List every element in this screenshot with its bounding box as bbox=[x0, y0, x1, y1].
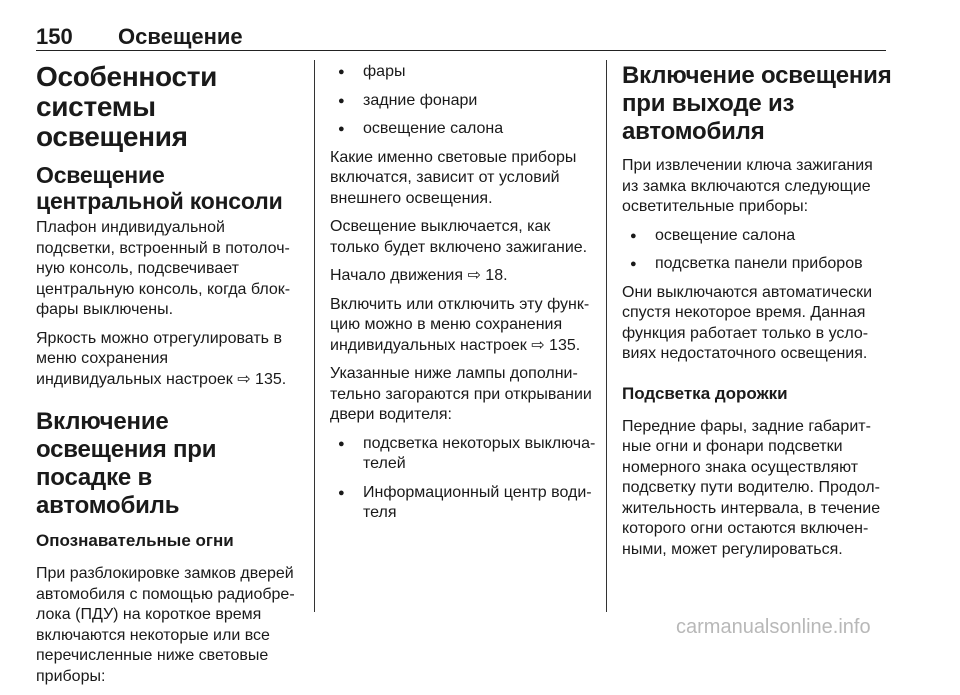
section-title: Освещение bbox=[118, 24, 243, 49]
column-divider-2 bbox=[606, 60, 607, 612]
list-item: ● Информационный центр води-теля bbox=[330, 483, 596, 524]
paragraph-switch-off: Освещение выключается, как только будет включено зажигание. bbox=[330, 218, 588, 256]
list-item: ● освещение салона bbox=[622, 226, 892, 247]
column-3 bbox=[622, 62, 892, 568]
column-1 bbox=[36, 62, 298, 695]
bullet-list-lights bbox=[330, 62, 596, 140]
heading-entry-lighting: Включение освещения при посадке в автомобиль bbox=[36, 408, 217, 519]
list-item: ● фары bbox=[330, 62, 596, 83]
heading-exit-lighting: Включение освещения при выходе из автомобиля bbox=[622, 62, 892, 145]
paragraph-console-1: Плафон индивидуальной подсветки, встроенный в потолоч-ную консоль, подсвечивает центральную консоль, когда блок-фары выключены. bbox=[36, 219, 291, 318]
paragraph-starting-off: Начало движения ⇨ 18. bbox=[330, 267, 508, 284]
column-2 bbox=[330, 62, 596, 532]
paragraph-driver-door: Указанные ниже лампы дополни-тельно загораются при открывании двери водителя: bbox=[330, 365, 592, 423]
watermark: carmanualsonline.info bbox=[676, 616, 871, 638]
bullet-list-driver-door bbox=[330, 434, 596, 524]
page-header bbox=[36, 22, 886, 52]
list-item: ● подсветка некоторых выключа-телей bbox=[330, 434, 596, 475]
heading-path-lighting: Подсветка дорожки bbox=[622, 383, 788, 403]
header-divider bbox=[36, 50, 886, 51]
paragraph-console-2: Яркость можно отрегулировать в меню сохранения индивидуальных настроек ⇨ 135. bbox=[36, 329, 287, 388]
list-item: ● подсветка панели приборов bbox=[622, 254, 892, 275]
paragraph-settings: Включить или отключить эту функ-цию можно в меню сохранения индивидуальных настроек ⇨ 135. bbox=[330, 295, 590, 354]
list-item: ● задние фонари bbox=[330, 91, 596, 112]
paragraph-conditions: Какие именно световые приборы включатся, зависит от условий внешнего освещения. bbox=[330, 148, 577, 207]
bullet-list-exit-lights bbox=[622, 226, 892, 275]
page-number: 150 bbox=[36, 24, 73, 49]
paragraph-path-lighting: Передние фары, задние габарит-ные огни и фонари подсветки номерного знака осуществляют подсветку пути водителю. Продол-жительность интервала, в течение которого огни остаются включен-ными, может регулироваться. bbox=[622, 417, 881, 558]
heading-welcome-lights: Опознавательные огни bbox=[36, 531, 234, 550]
paragraph-auto-off: Они выключаются автоматически спустя некоторое время. Данная функция работает только в усло-виях недостаточного освещения. bbox=[622, 283, 873, 362]
heading-console-lighting: Освещение центральной консоли bbox=[36, 162, 283, 214]
paragraph-welcome: При разблокировке замков дверей автомобиля с помощью радиобре-лока (ПДУ) на короткое время включаются некоторые или все перечисленные ниже световые приборы: bbox=[36, 565, 295, 685]
chapter-title: Особенности системы освещения bbox=[36, 61, 218, 152]
column-divider-1 bbox=[314, 60, 315, 612]
list-item: ● освещение салона bbox=[330, 119, 596, 140]
paragraph-ignition-key: При извлечении ключа зажигания из замка включаются следующие осветительные приборы: bbox=[622, 157, 873, 215]
